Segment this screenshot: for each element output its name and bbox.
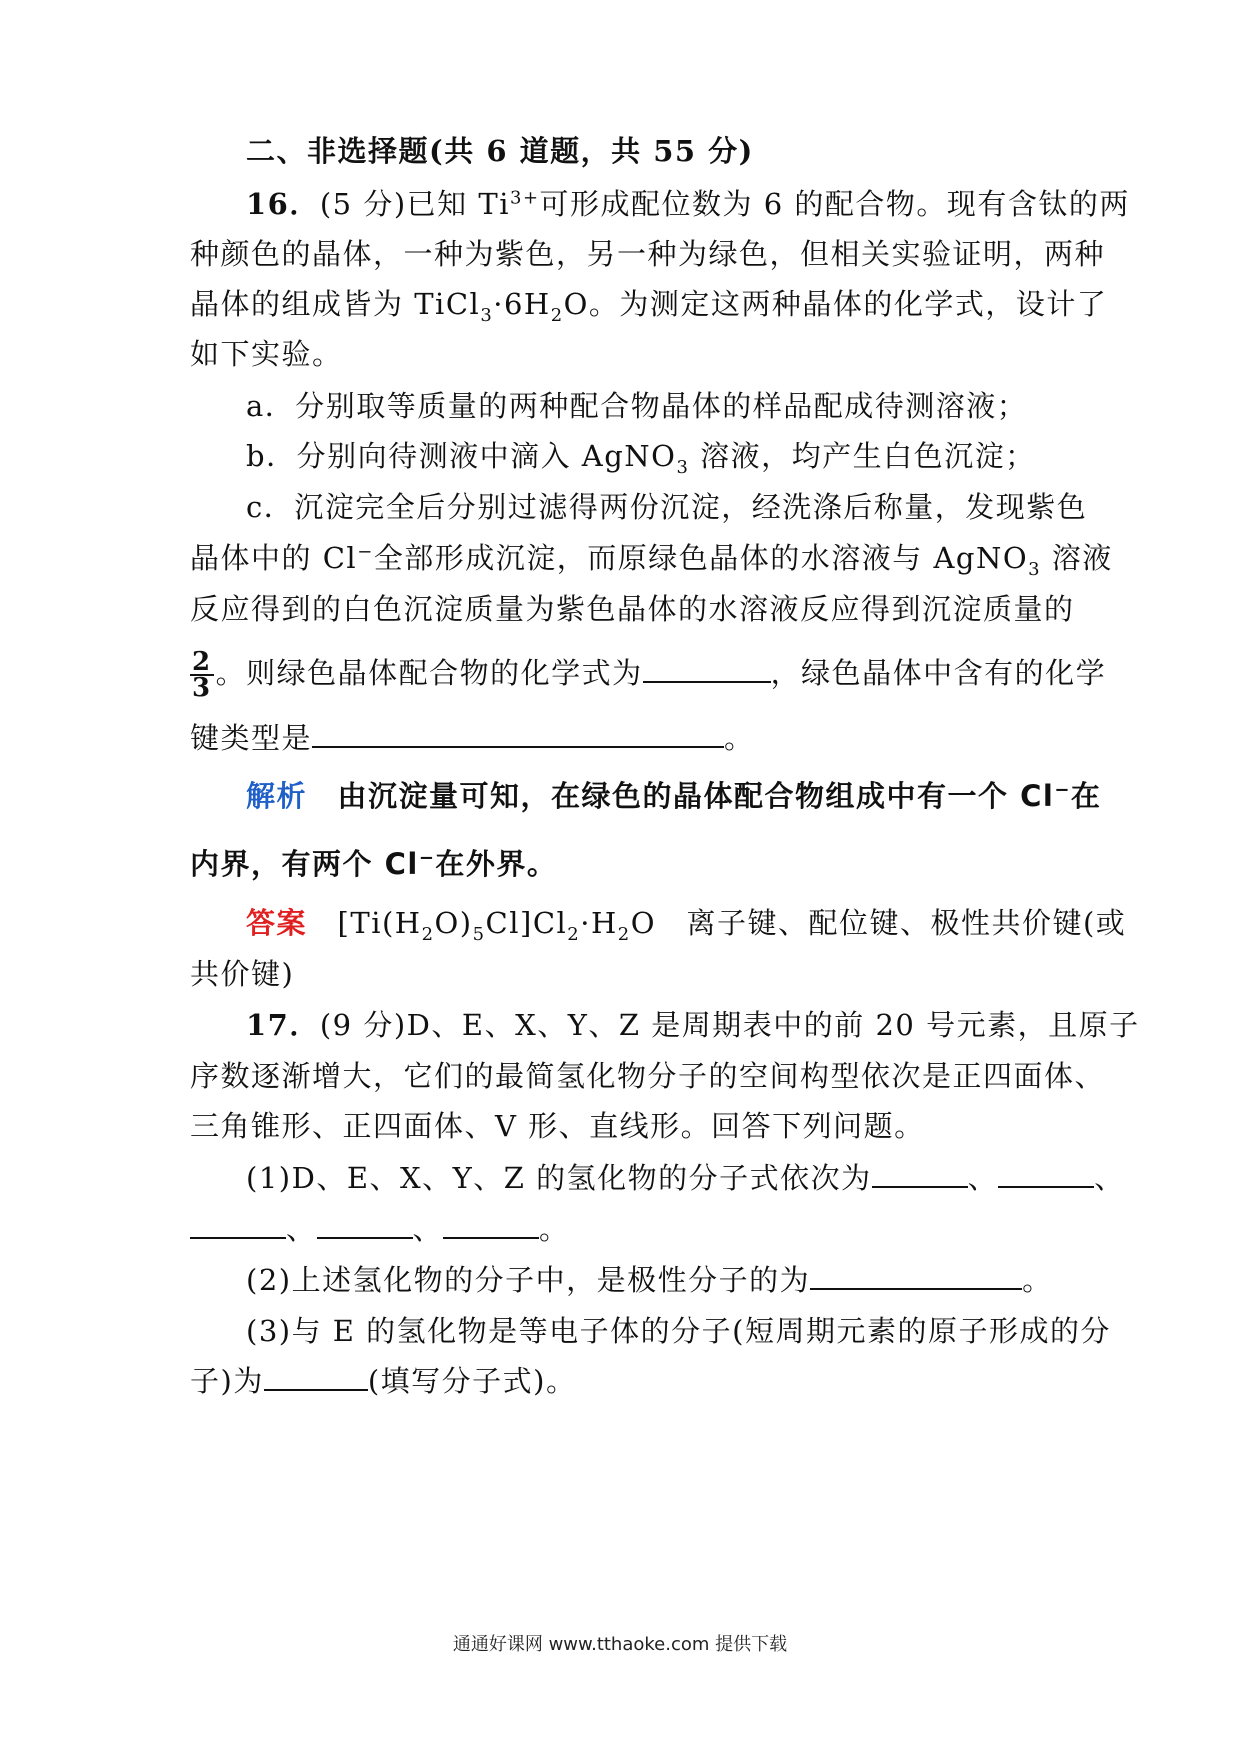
q17-points: (9 分)	[319, 1008, 407, 1042]
answer-blank[interactable]	[312, 720, 724, 748]
q17-line-2: 序数逐渐增大，它们的最简氢化物分子的空间构型依次是正四面体、	[190, 1059, 1106, 1093]
q17-part-3: (3)与 E 的氢化物是等电子体的分子(短周期元素的原子形成的分	[246, 1314, 1111, 1348]
answer-line-2: 共价键)	[190, 957, 295, 991]
q17-text: (2)上述氢化物的分子中，是极性分子的为	[246, 1263, 811, 1297]
q17-part-2	[246, 1260, 1116, 1300]
q16-text: 晶体中的 Cl	[190, 541, 358, 575]
subscript: 2	[421, 923, 435, 945]
analysis-text: 由沉淀量可知，在绿色的晶体配合物组成中有一个 Cl	[337, 779, 1055, 813]
fraction-denominator: 3	[192, 673, 212, 703]
q16-text: 。则绿色晶体配合物的化学式为	[215, 656, 643, 690]
q16-text: ·6H	[493, 287, 551, 321]
q16-text: 键类型是	[190, 721, 313, 755]
subscript: 3	[1028, 558, 1042, 580]
analysis-text: 在	[1070, 779, 1102, 813]
q17-line-3: 三角锥形、正四面体、V 形、直线形。回答下列问题。	[190, 1109, 925, 1143]
answer-blank[interactable]	[998, 1160, 1094, 1188]
period: 。	[539, 1212, 570, 1246]
q16-line-9	[190, 538, 1113, 580]
answer-blank[interactable]	[190, 1211, 286, 1239]
analysis-text: 内界，有两个 Cl	[190, 847, 419, 881]
q17-line-1	[246, 1005, 1140, 1045]
superscript: −	[357, 541, 374, 563]
q16-text: O。为测定这两种晶体的化学式，设计了	[563, 287, 1108, 321]
q16-line-11	[190, 647, 1107, 703]
fraction-numerator: 2	[192, 647, 212, 677]
answer-blank[interactable]	[443, 1211, 539, 1239]
period: 。	[1022, 1263, 1053, 1297]
subscript: 2	[567, 923, 581, 945]
q16-text: 晶体的组成皆为 TiCl	[190, 287, 481, 321]
separator: 、	[967, 1161, 999, 1195]
footer-text: 通通好课网 www.tthaoke.com 提供下载	[452, 1634, 788, 1655]
q16-step-c: c．沉淀完全后分别过滤得两份沉淀，经洗涤后称量，发现紫色	[246, 490, 1088, 524]
superscript: 3+	[510, 187, 540, 209]
q17-number: 17．	[246, 1008, 320, 1042]
section-heading: 二、非选择题(共 6 道题，共 55 分)	[246, 134, 754, 168]
q16-text: 可形成配位数为 6 的配合物。现有含钛的两	[539, 187, 1130, 221]
q17-part-1-cont	[190, 1209, 1060, 1249]
analysis-label: 解析	[246, 779, 308, 813]
q17-text: (1)D、E、X、Y、Z 的氢化物的分子式依次为	[246, 1161, 872, 1195]
q16-line-4: 如下实验。	[190, 337, 343, 371]
answer-text: O 离子键、配位键、极性共价键(或	[630, 906, 1127, 940]
answer-blank[interactable]	[872, 1160, 968, 1188]
subscript: 2	[617, 923, 631, 945]
q16-line-1	[246, 184, 1130, 224]
analysis-line-2	[190, 844, 1060, 884]
q17-text: D、E、X、Y、Z 是周期表中的前 20 号元素，且原子	[406, 1008, 1140, 1042]
answer-text: [Ti(H	[337, 906, 422, 940]
q16-text: b．分别向待测液中滴入 AgNO	[246, 439, 677, 473]
answer-text: Cl]Cl	[485, 906, 568, 940]
answer-text: O)	[434, 906, 473, 940]
q16-points: (5 分)	[319, 187, 407, 221]
answer-blank[interactable]	[264, 1363, 368, 1391]
q16-step-b	[246, 436, 1116, 476]
q16-text: 溶液	[1041, 541, 1113, 575]
analysis-line-1	[246, 776, 1116, 816]
separator: 、	[1094, 1161, 1125, 1195]
answer-label: 答案	[246, 906, 308, 940]
answer-blank[interactable]	[317, 1211, 413, 1239]
q17-text: 子)为	[190, 1364, 264, 1398]
separator: 、	[286, 1212, 317, 1246]
subscript: 3	[480, 304, 494, 326]
q17-part-3-cont	[190, 1361, 1060, 1401]
q16-line-3	[190, 284, 1108, 326]
analysis-text: 在外界。	[435, 847, 558, 881]
q16-line-2: 种颜色的晶体，一种为紫色，另一种为绿色，但相关实验证明，两种	[190, 237, 1106, 271]
answer-line-1	[246, 903, 1127, 945]
q16-text: 已知 Ti	[406, 187, 511, 221]
fraction	[190, 647, 214, 703]
q16-text: 溶液，均产生白色沉淀；	[689, 439, 1036, 473]
q16-text: ，绿色晶体中含有的化学	[770, 656, 1107, 690]
separator: 、	[412, 1212, 444, 1246]
superscript: −	[418, 847, 436, 869]
q17-text: (填写分子式)。	[367, 1364, 577, 1398]
q16-number: 16．	[246, 187, 320, 221]
answer-blank[interactable]	[810, 1262, 1022, 1290]
superscript: −	[1054, 779, 1071, 801]
answer-blank[interactable]	[643, 655, 771, 683]
subscript: 2	[550, 304, 564, 326]
q16-text: 全部形成沉淀，而原绿色晶体的水溶液与 AgNO	[373, 541, 1029, 575]
subscript: 3	[676, 456, 690, 478]
q16-line-12	[190, 718, 1060, 758]
q16-step-a: a．分别取等质量的两种配合物晶体的样品配成待测溶液；	[246, 389, 1028, 423]
q16-text: 。	[724, 721, 755, 755]
answer-text: ·H	[580, 906, 618, 940]
q16-line-10: 反应得到的白色沉淀质量为紫色晶体的水溶液反应得到沉淀质量的	[190, 592, 1075, 626]
subscript: 5	[472, 923, 486, 945]
q17-part-1	[246, 1158, 1125, 1198]
